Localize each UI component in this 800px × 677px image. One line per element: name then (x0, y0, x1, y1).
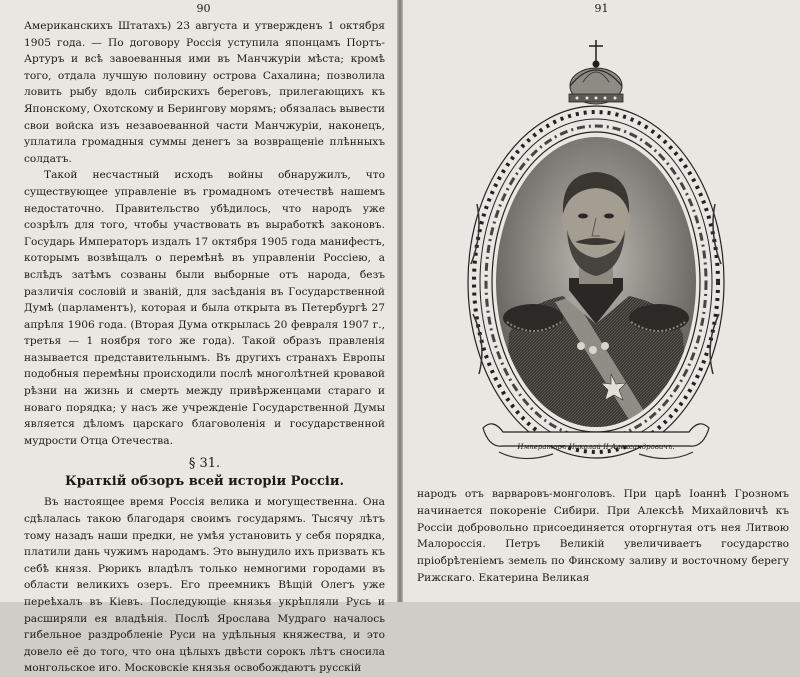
portrait-frame (463, 34, 729, 474)
page-number-right: 91 (594, 2, 609, 15)
paragraph-history-overview: Въ настоящее время Россія велика и могущественна. Она сдѣлалась такою благодаря своимъ государямъ. Тысячу лѣтъ тому назадъ наши предки, не умѣя установить у себя порядка, платили дань чужимъ народамъ. Это вынудило ихъ призвать къ себѣ князя. Рюрикъ владѣлъ только немногими городами въ области великихъ озеръ. Его преемникъ Вѣщій Олегъ уже переѣхалъ въ Кіевъ. Последующіе князья укрѣпляли Русь и расширяли ея владѣнія. Послѣ Ярослава Мудраго началось гибельное раздробленіе Руси на удѣльныя княжества, и это довело её до того, что она цѣлыхъ двѣсти сорокъ лѣтъ сносила монгольское иго. Московскіе князья освобождаютъ русскій (24, 496, 385, 675)
section-number: § 31. (188, 456, 221, 472)
section-title: Краткій обзоръ всей исторіи Россіи. (64, 474, 345, 490)
portrait-caption: Императоръ Николай II Александровичъ. (517, 443, 675, 451)
portrait-illustration (463, 34, 729, 474)
page-number-left: 90 (196, 2, 211, 15)
paragraph-continuation: народъ отъ варваровъ-монголовъ. При царѣ Іоаннѣ Грозномъ начинается покореніе Сибири. При Алексѣѣ Михайловичѣ къ Россіи добровольно присоединяется оторгнутая отъ нея Литвою Малороссія. Петръ Великій увеличиваетъ государство пріобрѣтеніемъ земель по Финскому заливу и восточному берегу Рижскаго. Екатерина Великая (417, 488, 789, 584)
portrait-image (493, 134, 699, 434)
paragraph-treaty: Американскихъ Штатахъ) 23 августа и утвержденъ 1 октября 1905 года. — По договору Россія уступила японцамъ Портъ-Артуръ и всѣ завоеванныя ими въ Манчжуріи мѣста; кромѣ того, отдала лучшую половину острова Сахалина; позволила ловить рыбу вдоль сибирскихъ береговъ, прилегающихъ къ Японскому, Охотскому и Берингову морямъ; обязалась вывести свои войска изъ незавоеванной части Манчжуріи, наконецъ, уплатила громадныя суммы денегъ за возвращеніе плѣнныхъ солдатъ. (24, 20, 385, 165)
right-page-body (417, 486, 789, 587)
paragraph-duma: Такой несчастный исходъ войны обнаружилъ, что существующее управленіе въ громадномъ отечествѣ нашемъ недостаточно. Правительство убѣдилось, что народъ уже созрѣлъ для того, чтобы участвовать въ выработкѣ законовъ. Государь Императоръ издалъ 17 октября 1905 года манифестъ, которымъ возвѣщалъ о перемѣнѣ въ управленіи Россіею, а вслѣдъ затѣмъ созваны были выборные отъ народа, безъ различія сословій и званій, для засѣданія въ Государственной Думѣ (парламентъ), которая и была открыта въ Петербургѣ 27 апрѣля 1906 года. (Вторая Дума открылась 20 февраля 1907 г., третья — 1 ноября того же года). Такой образъ правленія называется представительнымъ. Въ другихъ странахъ Европы подобныя перемѣны происходили послѣ многолѣтней кровавой рѣзни на жизнь и смерть между привѣрженцами стараго и новаго порядка; у насъ же учрежденіе Государственной Думы является дѣломъ царскаго благоволенія и государственной мудрости Отца Отечества. (24, 169, 385, 447)
right-page (403, 0, 800, 602)
left-page-body (24, 18, 385, 677)
crown-icon (569, 40, 623, 104)
left-page (0, 0, 397, 675)
